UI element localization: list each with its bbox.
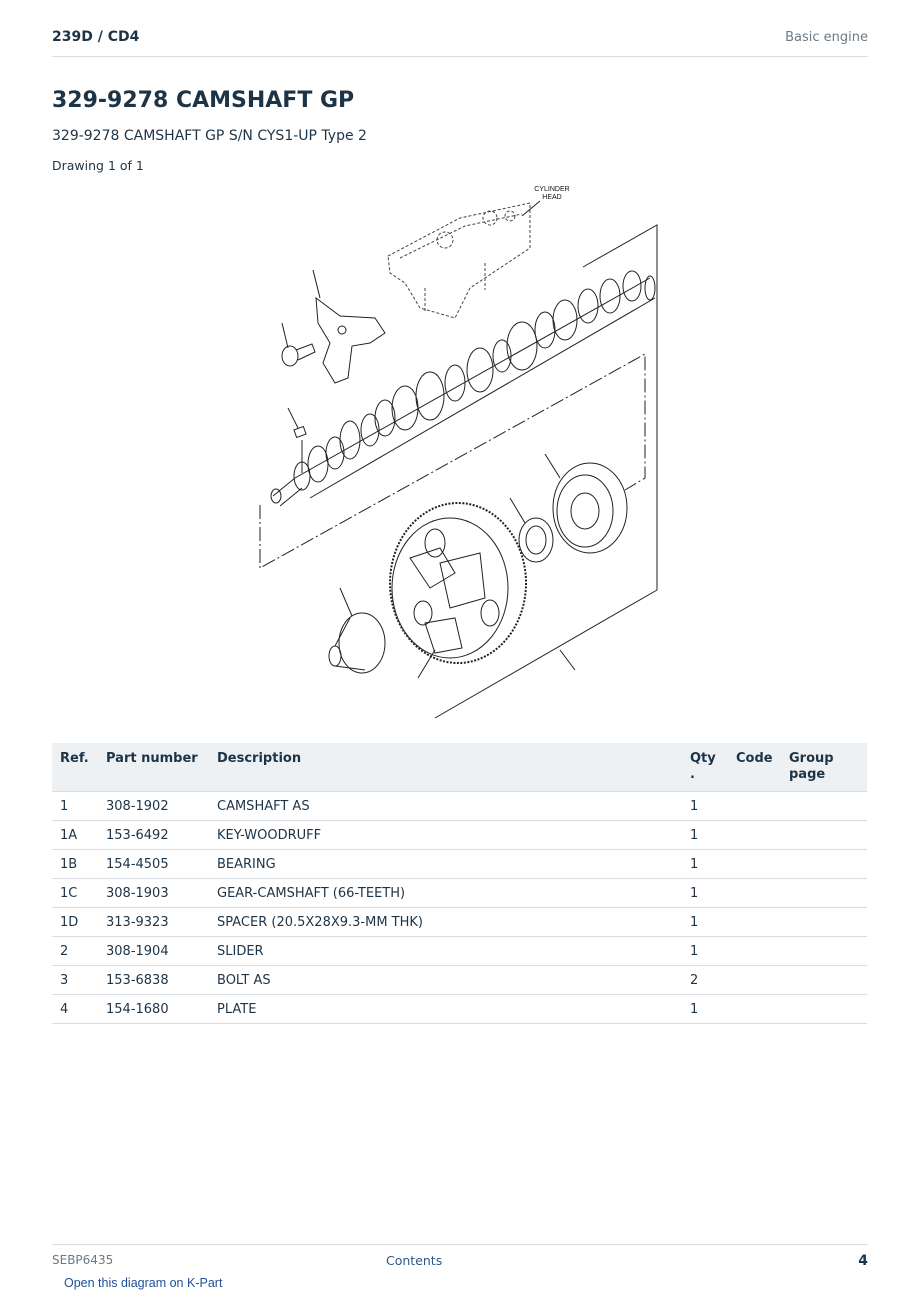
slider-drawing xyxy=(329,588,385,673)
cell-part-number: 154-4505 xyxy=(98,850,209,879)
page-header xyxy=(52,22,868,57)
cell-description: SLIDER xyxy=(209,937,682,966)
col-header-code: Code xyxy=(728,743,781,792)
cell-group-page xyxy=(781,908,867,937)
cell-description: BEARING xyxy=(209,850,682,879)
model-breadcrumb: 239D / CD4 xyxy=(52,29,140,45)
cell-code xyxy=(728,879,781,908)
table-row xyxy=(52,821,867,850)
callout-cylinder-head-line2: HEAD xyxy=(542,194,562,201)
cell-part-number: 308-1904 xyxy=(98,937,209,966)
cell-ref: 1D xyxy=(52,908,98,937)
cell-part-number: 153-6838 xyxy=(98,966,209,995)
cell-part-number: 313-9323 xyxy=(98,908,209,937)
cell-code xyxy=(728,850,781,879)
cell-code xyxy=(728,821,781,850)
col-header-group-page: Group page xyxy=(781,743,867,792)
document-number: SEBP6435 xyxy=(52,1253,114,1267)
cell-qty: 1 xyxy=(682,995,728,1024)
page-footer xyxy=(52,1244,868,1275)
exploded-parts-diagram xyxy=(240,178,680,723)
table-row xyxy=(52,879,867,908)
parts-table xyxy=(52,743,867,1024)
cell-ref: 3 xyxy=(52,966,98,995)
callout-cylinder-head-line1: CYLINDER xyxy=(534,186,570,193)
table-row xyxy=(52,908,867,937)
table-row xyxy=(52,792,867,821)
camshaft-gear-drawing xyxy=(390,503,575,678)
section-name: Basic engine xyxy=(785,30,868,45)
contents-link[interactable]: Contents xyxy=(386,1253,443,1268)
cell-ref: 1B xyxy=(52,850,98,879)
cell-qty: 1 xyxy=(682,821,728,850)
page-subtitle: 329-9278 CAMSHAFT GP S/N CYS1-UP Type 2 xyxy=(52,128,367,144)
cell-description: PLATE xyxy=(209,995,682,1024)
cell-qty: 1 xyxy=(682,879,728,908)
col-header-ref: Ref. xyxy=(52,743,98,792)
cell-code xyxy=(728,792,781,821)
cell-group-page xyxy=(781,792,867,821)
cell-description: BOLT AS xyxy=(209,966,682,995)
cell-ref: 1A xyxy=(52,821,98,850)
cell-ref: 1C xyxy=(52,879,98,908)
page-number: 4 xyxy=(858,1253,868,1269)
cell-qty: 1 xyxy=(682,937,728,966)
table-row xyxy=(52,850,867,879)
open-kpart-link[interactable]: Open this diagram on K-Part xyxy=(64,1276,223,1290)
cell-code xyxy=(728,995,781,1024)
cell-qty: 2 xyxy=(682,966,728,995)
cylinder-head-drawing xyxy=(388,203,530,318)
cell-group-page xyxy=(781,966,867,995)
col-header-part-number: Part number xyxy=(98,743,209,792)
cell-group-page xyxy=(781,850,867,879)
woodruff-key-drawing xyxy=(288,408,306,473)
drawing-counter: Drawing 1 of 1 xyxy=(52,158,144,173)
cell-group-page xyxy=(781,879,867,908)
cell-qty: 1 xyxy=(682,850,728,879)
cell-code xyxy=(728,966,781,995)
cell-group-page xyxy=(781,995,867,1024)
cell-description: CAMSHAFT AS xyxy=(209,792,682,821)
cell-description: GEAR-CAMSHAFT (66-TEETH) xyxy=(209,879,682,908)
cell-qty: 1 xyxy=(682,792,728,821)
table-row xyxy=(52,995,867,1024)
cell-part-number: 308-1902 xyxy=(98,792,209,821)
col-header-qty: Qty . xyxy=(682,743,728,792)
cell-part-number: 153-6492 xyxy=(98,821,209,850)
cell-description: KEY-WOODRUFF xyxy=(209,821,682,850)
cell-code xyxy=(728,908,781,937)
table-row xyxy=(52,937,867,966)
cell-ref: 4 xyxy=(52,995,98,1024)
cell-group-page xyxy=(781,937,867,966)
cell-qty: 1 xyxy=(682,908,728,937)
cell-description: SPACER (20.5X28X9.3-MM THK) xyxy=(209,908,682,937)
spacer-and-bearing-drawing xyxy=(510,454,627,562)
cell-part-number: 154-1680 xyxy=(98,995,209,1024)
camshaft-drawing xyxy=(271,271,655,506)
table-header-row xyxy=(52,743,867,792)
cell-ref: 2 xyxy=(52,937,98,966)
page-title: 329-9278 CAMSHAFT GP xyxy=(52,88,355,113)
cell-group-page xyxy=(781,821,867,850)
cell-ref: 1 xyxy=(52,792,98,821)
table-row xyxy=(52,966,867,995)
col-header-description: Description xyxy=(209,743,682,792)
plate-and-bolt-drawing xyxy=(282,270,385,383)
cell-code xyxy=(728,937,781,966)
cell-part-number: 308-1903 xyxy=(98,879,209,908)
